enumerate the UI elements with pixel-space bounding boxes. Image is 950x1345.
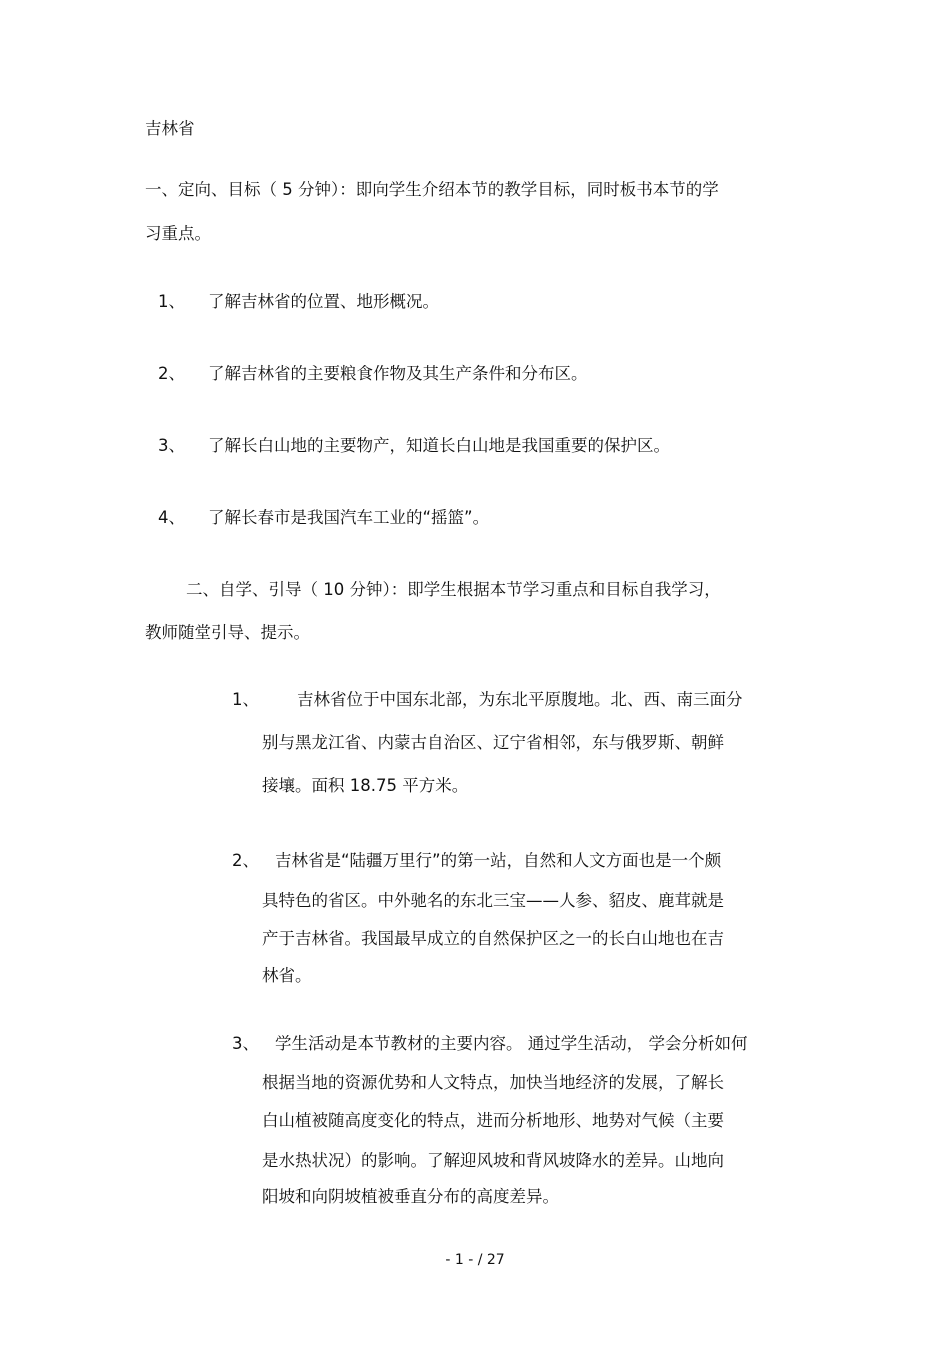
section2-item-number: 2、 <box>232 851 259 870</box>
section2-item-line: 产于吉林省。我国最早成立的自然保护区之一的长白山地也在吉 <box>262 929 724 948</box>
page-number: - 1 - / 27 <box>445 1252 505 1268</box>
section2-item-line: 根据当地的资源优势和人文特点，加快当地经济的发展，了解长 <box>262 1073 724 1092</box>
section1-item-number: 2、 <box>158 364 185 383</box>
doc-title: 吉林省 <box>145 119 195 138</box>
section2-item-line: 接壤。面积 18.75 平方米。 <box>262 776 469 795</box>
section2-heading-line2: 教师随堂引导、提示。 <box>145 623 310 642</box>
section2-item-line: 白山植被随高度变化的特点，进而分析地形、地势对气候（主要 <box>262 1111 724 1130</box>
section1-item-text: 了解吉林省的主要粮食作物及其生产条件和分布区。 <box>208 364 588 383</box>
section1-item-number: 1、 <box>158 292 185 311</box>
section2-item-line: 是水热状况）的影响。了解迎风坡和背风坡降水的差异。山地向 <box>262 1151 724 1170</box>
section2-item-line: 吉林省是“陆疆万里行”的第一站，自然和人文方面也是一个颇 <box>275 851 722 870</box>
section2-item-line: 学生活动是本节教材的主要内容。 通过学生活动， 学会分析如何 <box>275 1034 748 1053</box>
section2-item-line: 吉林省位于中国东北部，为东北平原腹地。北、西、南三面分 <box>297 690 743 709</box>
section2-item-line: 阳坡和向阴坡植被垂直分布的高度差异。 <box>262 1187 559 1206</box>
section1-item-text: 了解长春市是我国汽车工业的“摇篮”。 <box>208 508 490 527</box>
section2-heading-line1: 二、自学、引导（ 10 分钟）：即学生根据本节学习重点和目标自我学习， <box>186 580 721 599</box>
section2-item-line: 具特色的省区。中外驰名的东北三宝——人参、貂皮、鹿茸就是 <box>262 891 724 910</box>
section1-item-number: 3、 <box>158 436 185 455</box>
section2-item-line: 别与黑龙江省、内蒙古自治区、辽宁省相邻，东与俄罗斯、朝鲜 <box>262 733 724 752</box>
section2-item-number: 3、 <box>232 1034 259 1053</box>
section1-item-number: 4、 <box>158 508 185 527</box>
section2-item-number: 1、 <box>232 690 259 709</box>
section1-item-text: 了解吉林省的位置、地形概况。 <box>208 292 439 311</box>
section1-heading-line2: 习重点。 <box>145 224 211 243</box>
section1-heading-line1: 一、定向、目标（ 5 分钟）：即向学生介绍本节的教学目标，同时板书本节的学 <box>145 180 719 199</box>
section2-item-line: 林省。 <box>262 966 312 985</box>
section1-item-text: 了解长白山地的主要物产，知道长白山地是我国重要的保护区。 <box>208 436 670 455</box>
